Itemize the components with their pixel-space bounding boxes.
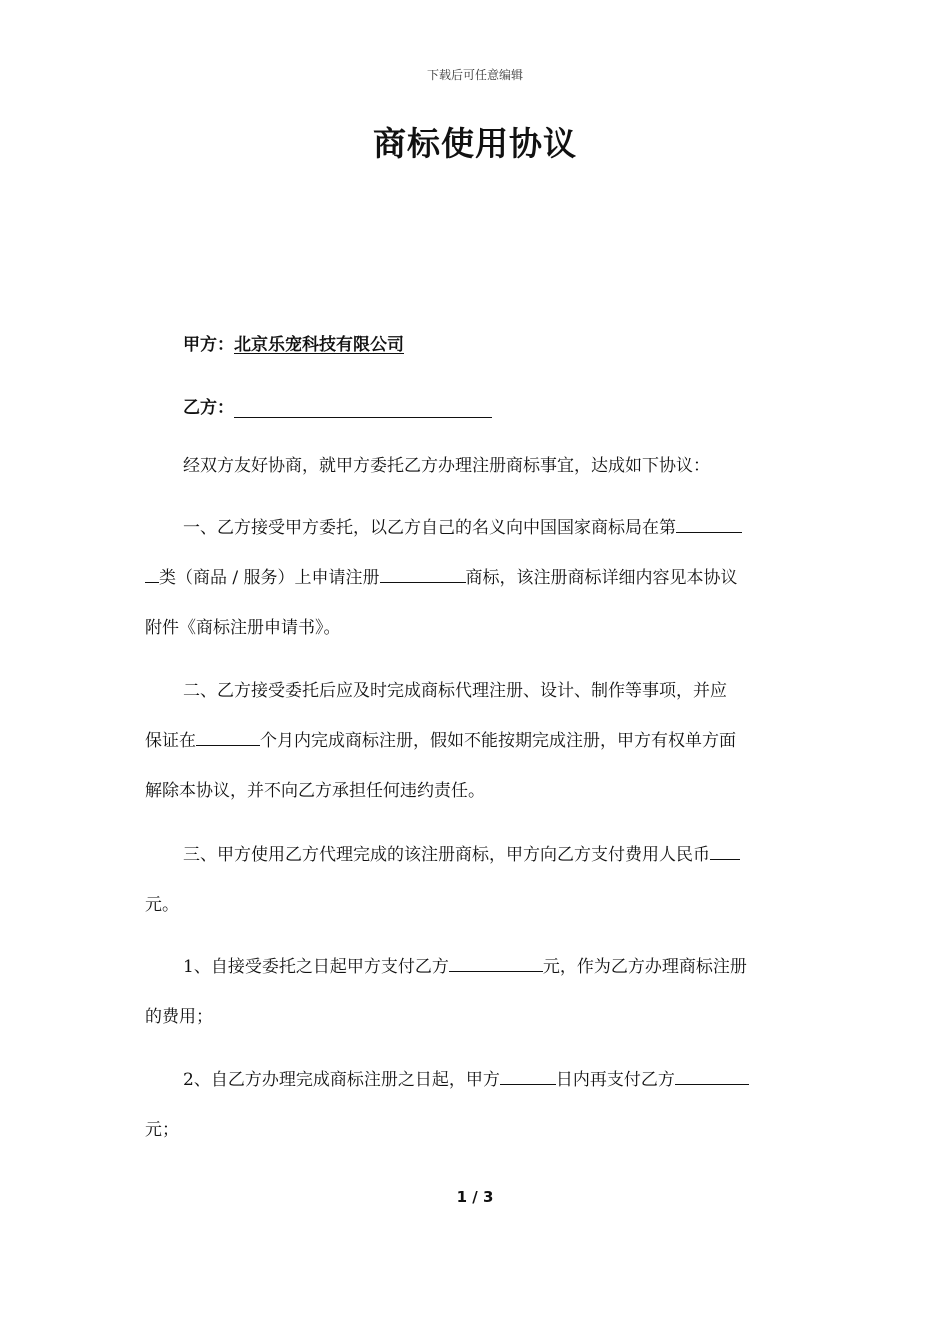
months-blank xyxy=(196,729,260,746)
payment-item-1 xyxy=(145,942,805,1042)
clause-1-line-3: 附件《商标注册申请书》。 xyxy=(145,618,341,638)
party-a-value: 北京乐宠科技有限公司 xyxy=(234,335,404,355)
header-note: 下载后可任意编辑 xyxy=(426,68,523,82)
class-number-blank-cont xyxy=(145,566,159,583)
clause-1-line-1: 一、乙方接受甲方委托，以乙方自己的名义向中国国家商标局在第 xyxy=(145,503,805,553)
clause-1-line-2: 类（商品 / 服务）上申请注册 商标，该注册商标详细内容见本协议 xyxy=(145,553,805,603)
payment-item-2-line-1: 2、自乙方办理完成商标注册之日起，甲方 日内再支付乙方 xyxy=(145,1055,805,1105)
document-title: 商标使用协议 xyxy=(373,124,577,163)
page-number: 1 / 3 xyxy=(456,1188,494,1206)
first-payment-blank xyxy=(449,955,543,972)
intro-text: 经双方友好协商，就甲方委托乙方办理注册商标事宜，达成如下协议： xyxy=(183,456,710,476)
clause-3-line-2: 元。 xyxy=(145,895,179,915)
party-b-blank xyxy=(234,399,492,418)
second-payment-blank xyxy=(675,1068,749,1085)
party-b-label: 乙方： xyxy=(183,398,234,418)
party-b xyxy=(183,393,492,418)
payment-item-2-line-2: 元； xyxy=(145,1120,179,1140)
clause-2-line-2: 保证在 个月内完成商标注册，假如不能按期完成注册，甲方有权单方面 xyxy=(145,731,736,751)
total-fee-blank xyxy=(710,843,740,860)
clause-2-line-3: 解除本协议，并不向乙方承担任何违约责任。 xyxy=(145,781,485,801)
clause-3-line-1: 三、甲方使用乙方代理完成的该注册商标，甲方向乙方支付费用人民币 xyxy=(145,830,805,880)
payment-item-1-line-1: 1、自接受委托之日起甲方支付乙方 元，作为乙方办理商标注册 xyxy=(183,957,747,977)
party-a-label: 甲方： xyxy=(183,335,234,355)
clause-3 xyxy=(145,830,805,930)
party-a xyxy=(183,330,404,355)
class-number-blank xyxy=(676,516,742,533)
clause-1 xyxy=(145,503,805,653)
clause-2-line-1: 二、乙方接受委托后应及时完成商标代理注册、设计、制作等事项，并应 xyxy=(183,681,727,701)
payment-item-1-line-2: 的费用； xyxy=(145,1007,213,1027)
clause-2 xyxy=(145,666,805,816)
intro-paragraph xyxy=(145,441,805,491)
trademark-name-blank xyxy=(380,566,466,583)
days-blank xyxy=(500,1068,556,1085)
payment-item-2 xyxy=(145,1055,805,1155)
